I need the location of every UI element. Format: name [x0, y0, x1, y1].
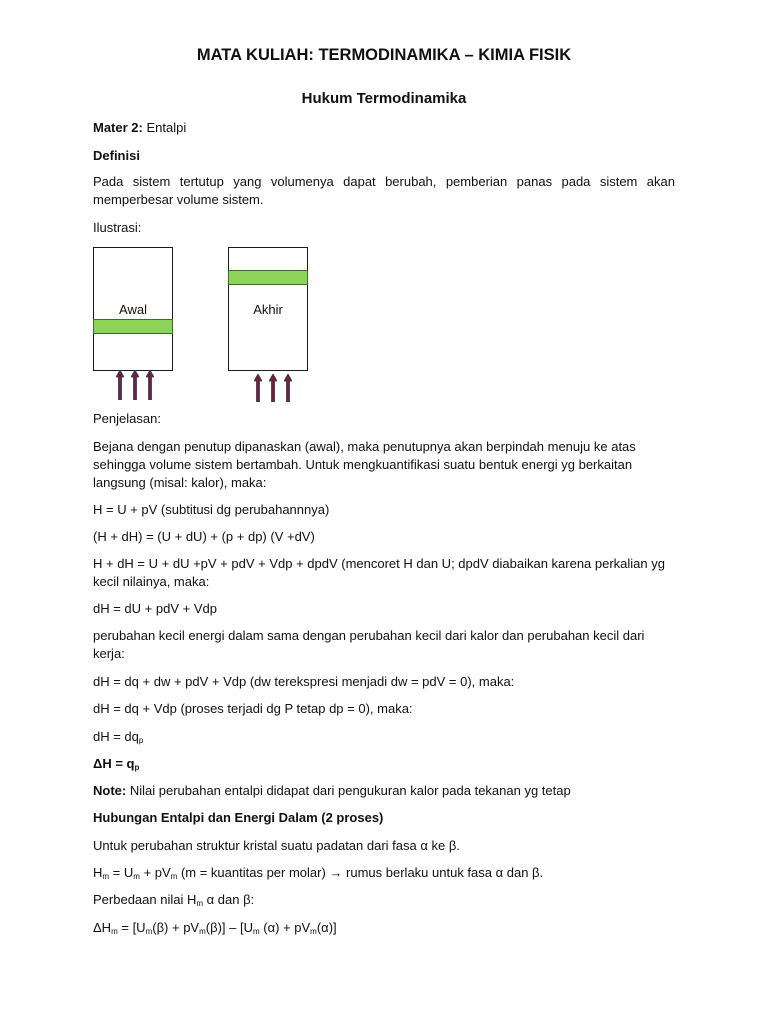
vessel-before: [93, 247, 173, 371]
explanation-label: Penjelasan:: [93, 411, 161, 426]
eq-part: = [U: [117, 920, 146, 935]
subscript: p: [138, 736, 144, 745]
eq-part: + pV: [139, 865, 171, 880]
equation-text: ΔH = q: [93, 756, 135, 771]
equation-dH-dq-dw: dH = dq + dw + pdV + Vdp (dw terekspresi menjadi dw = pdV = 0), maka:: [93, 674, 515, 689]
vessel-before-label: Awal: [119, 302, 147, 317]
equation-text: dH = dq: [93, 729, 139, 744]
equation-enthalpy-definition: H = U + pV (subtitusi dg perubahannnya): [93, 502, 330, 517]
eq-part: ΔH: [93, 920, 112, 935]
right-arrow-icon: →: [329, 865, 343, 880]
subscript: p: [134, 763, 140, 772]
heat-arrow-icon: [254, 374, 262, 404]
material-label: Mater 2:: [93, 120, 143, 135]
note-text: Nilai perubahan entalpi didapat dari pengukuran kalor pada tekanan yg tetap: [129, 783, 571, 798]
explanation-text-2: perubahan kecil energi dalam sama dengan perubahan kecil dari kalor dan perubahan kecil dari kerja:: [93, 628, 645, 661]
equation-molar-enthalpy: [93, 864, 675, 882]
text-part: α dan β:: [203, 892, 255, 907]
eq-part: (β)] – [U: [205, 920, 253, 935]
vessel-after-label: Akhir: [253, 302, 283, 317]
eq-part: (α) + pV: [259, 920, 311, 935]
equation-dH-dqp: [93, 728, 675, 746]
relation-text-1: Untuk perubahan struktur kristal suatu padatan dari fasa α ke β.: [93, 838, 460, 853]
illustration-label: Ilustrasi:: [93, 220, 142, 235]
note-line: [93, 782, 675, 800]
relation-text-2: [93, 891, 675, 909]
eq-part: (α)]: [316, 920, 337, 935]
heat-arrow-icon: [116, 370, 124, 400]
text-part: Perbedaan nilai H: [93, 892, 197, 907]
vessel-after: [228, 247, 308, 371]
explanation-text: Bejana dengan penutup dipanaskan (awal), maka penutupnya akan berpindah menuju ke atas sehingga volume sistem bertambah. Untuk mengkuantifikasi suatu bentuk energi yg berkaitan langsung (misal: kalor), maka:: [93, 439, 636, 490]
equation-differential-expansion: (H + dH) = (U + dU) + (p + dp) (V +dV): [93, 529, 315, 544]
equation-expanded: H + dH = U + dU +pV + pdV + Vdp + dpdV (mencoret H dan U; dpdV diabaikan karena perkalian yg kecil nilainya, maka:: [93, 556, 665, 589]
heat-arrow-icon: [269, 374, 277, 404]
equation-delta-Hm: [93, 919, 675, 937]
equation-deltaH-qp: [93, 755, 675, 773]
subscript: m: [170, 872, 178, 881]
piston-before: [93, 319, 173, 334]
note-label: Note:: [93, 783, 127, 798]
subscript: m: [111, 927, 118, 936]
subscript: m: [102, 872, 110, 881]
eq-part: rumus berlaku untuk fasa α dan β.: [342, 865, 544, 880]
eq-part: H: [93, 865, 103, 880]
heat-arrow-icon: [284, 374, 292, 404]
equation-dH: dH = dU + pdV + Vdp: [93, 601, 217, 616]
definition-heading: Definisi: [93, 148, 140, 163]
equation-dH-dq-Vdp: dH = dq + Vdp (proses terjadi dg P tetap dp = 0), maka:: [93, 701, 413, 716]
definition-text: Pada sistem tertutup yang volumenya dapat berubah, pemberian panas pada sistem akan memperbesar volume sistem.: [93, 174, 675, 207]
subscript: m: [252, 927, 260, 936]
heat-arrow-icon: [131, 370, 139, 400]
relation-heading: Hubungan Entalpi dan Energi Dalam (2 proses): [93, 810, 384, 825]
eq-part: = U: [109, 865, 134, 880]
eq-part: (β) + pV: [152, 920, 200, 935]
material-line: [93, 119, 675, 137]
subscript: m: [310, 927, 317, 936]
subscript: m: [133, 872, 140, 881]
subscript: m: [196, 899, 204, 908]
subscript: m: [199, 927, 206, 936]
topic-title: Hukum Termodinamika: [301, 90, 467, 107]
piston-after: [228, 270, 308, 285]
eq-part: (m = kuantitas per molar): [177, 865, 330, 880]
course-title: MATA KULIAH: TERMODINAMIKA – KIMIA FISIK: [196, 46, 572, 64]
material-value: Entalpi: [146, 120, 187, 135]
subscript: m: [145, 927, 153, 936]
heat-arrow-icon: [146, 370, 154, 400]
